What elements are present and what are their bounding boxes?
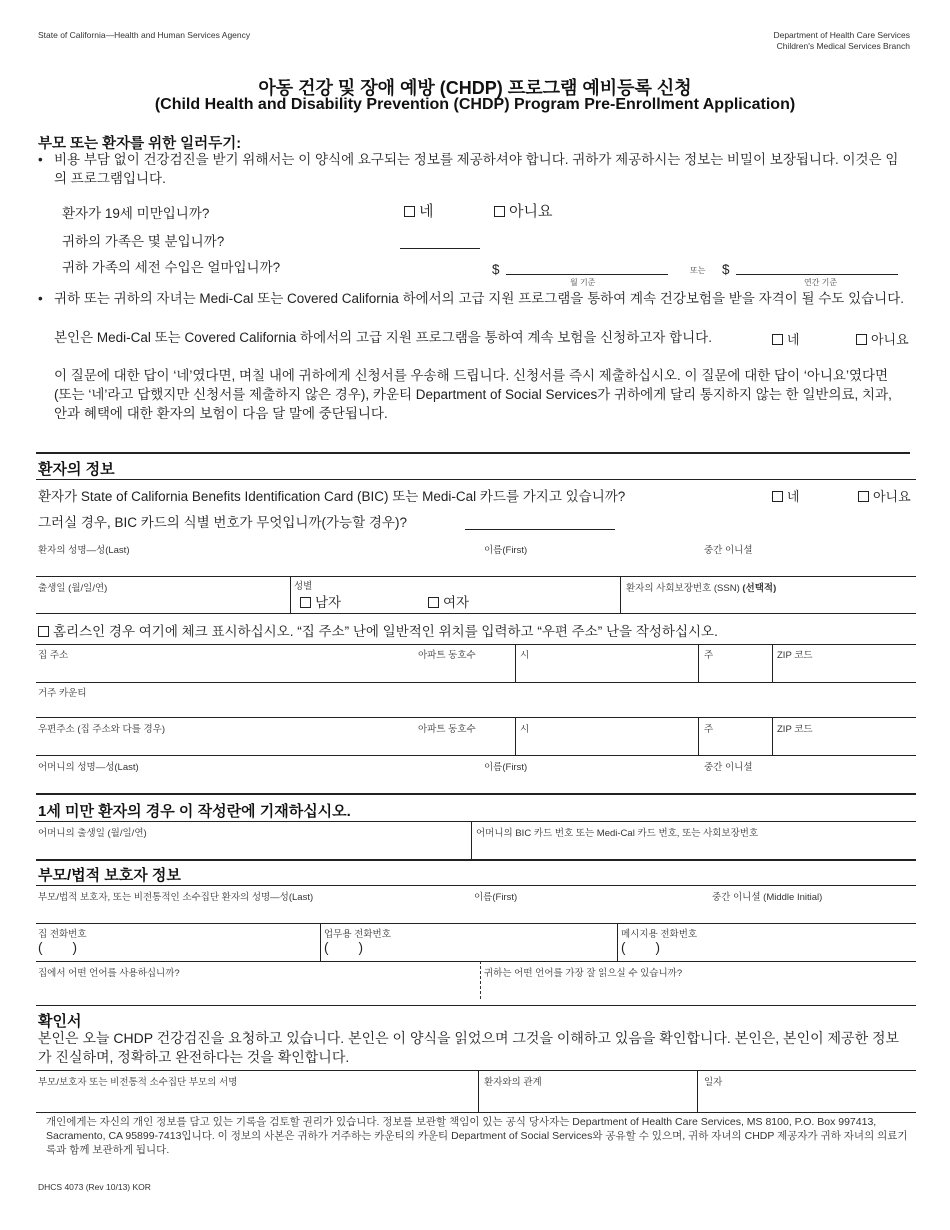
question-bic-card: 환자가 State of California Benefits Identification Card (BIC) 또는 Medi-Cal 카드를 가지고 있습니까? bbox=[38, 489, 626, 504]
mother-middle-initial-label: 중간 이니셜 bbox=[704, 762, 753, 773]
bic-no-label: 아니요 bbox=[873, 489, 911, 504]
homeless-option[interactable] bbox=[38, 622, 718, 641]
bic-no-option[interactable] bbox=[858, 487, 911, 506]
language-read-label: 귀하는 어떤 언어를 가장 잘 읽으실 수 있습니까? bbox=[484, 968, 683, 979]
mother-dob-label: 어머니의 출생일 (월/일/연) bbox=[38, 828, 147, 839]
divider bbox=[697, 1070, 698, 1112]
patient-ssn-label bbox=[626, 580, 776, 594]
question-apply-coverage: 본인은 Medi-Cal 또는 Covered California 하에서의 고급 지원 프로그램을 통하여 계속 보험을 신청하고자 합니다. bbox=[54, 330, 712, 345]
rule bbox=[36, 1112, 916, 1113]
mailing-address-label: 우편주소 (집 주소와 다를 경우) bbox=[38, 724, 166, 735]
rule bbox=[36, 923, 916, 924]
coverage-explanation: 이 질문에 대한 답이 ‘네’였다면, 며칠 내에 귀하에게 신청서를 우송해 드립니다. 신청서를 즉시 제출하십시오. 이 질문에 대한 답이 ‘아니요’였다면(또는 ‘네’라고 답했지만 신청서를 제출하지 않은 경우), 카운티 Department of Social Services가 귀하에게 달리 통지하지 않는 한 일반의료, 치과, 안과 혜택에 대한 환자의 보험이 다음 달 말에 중단됩니다. bbox=[54, 368, 892, 421]
divider bbox=[471, 821, 472, 859]
or-label: 또는 bbox=[690, 266, 706, 275]
under-19-no-option[interactable] bbox=[494, 202, 552, 221]
rule bbox=[36, 576, 916, 577]
rule bbox=[36, 682, 916, 683]
ssn-optional-note: (선택적) bbox=[742, 583, 777, 594]
homeless-instruction: 홈리스인 경우 여기에 체크 표시하십시오. “집 주소” 난에 일반적인 위치를 입력하고 “우편 주소” 난을 작성하십시오. bbox=[53, 624, 718, 639]
home-phone-field[interactable]: ( ) bbox=[38, 940, 77, 955]
patient-dob-label: 출생일 (월/일/연) bbox=[38, 583, 108, 594]
mailing-apt-label: 아파트 동호수 bbox=[418, 724, 476, 735]
apply-yes-checkbox[interactable] bbox=[772, 334, 783, 345]
yearly-label: 연간 기준 bbox=[804, 278, 838, 287]
divider bbox=[698, 644, 699, 682]
patient-section-rule bbox=[36, 452, 910, 454]
agency-name: State of California—Health and Human Services Agency bbox=[38, 30, 251, 40]
guardian-first-name-label: 이름(First) bbox=[474, 892, 518, 903]
notice-heading: 부모 또는 환자를 위한 일러두기: bbox=[38, 136, 242, 152]
guardian-last-name-label: 부모/법적 보호자, 또는 비전통적인 소수집단 환자의 성명—성(Last) bbox=[38, 892, 314, 903]
home-state-label: 주 bbox=[704, 650, 714, 661]
confirm-section-heading: 확인서 bbox=[38, 1013, 82, 1030]
sex-female-option[interactable] bbox=[428, 593, 469, 612]
form-title-korean: 아동 건강 및 장애 예방 (CHDP) 프로그램 예비등록 신청 bbox=[258, 78, 692, 98]
divider bbox=[772, 644, 773, 682]
divider bbox=[478, 1070, 479, 1112]
sex-male-option[interactable] bbox=[300, 593, 341, 612]
monthly-label: 월 기준 bbox=[570, 278, 596, 287]
bic-yes-option[interactable] bbox=[772, 487, 800, 506]
notice-bullet-2: • 귀하 또는 귀하의 자녀는 Medi-Cal 또는 Covered California 하에서의 고급 지원 프로그램을 통하여 계속 건강보험을 받을 자격이 될 수도 있습니다. bbox=[54, 289, 904, 308]
divider bbox=[620, 576, 621, 613]
sex-female-label: 여자 bbox=[443, 595, 470, 610]
divider bbox=[515, 644, 516, 682]
home-address-label: 집 주소 bbox=[38, 650, 69, 661]
apply-no-checkbox[interactable] bbox=[856, 334, 867, 345]
home-apt-label: 아파트 동호수 bbox=[418, 650, 476, 661]
language-home-label: 집에서 어떤 언어를 사용하십니까? bbox=[38, 968, 180, 979]
guardian-section-heading: 부모/법적 보호자 정보 bbox=[38, 867, 181, 884]
apply-yes-option[interactable] bbox=[772, 330, 800, 349]
mother-first-name-label: 이름(First) bbox=[484, 762, 528, 773]
homeless-checkbox[interactable] bbox=[38, 626, 49, 637]
rule bbox=[36, 755, 916, 756]
divider bbox=[290, 576, 291, 613]
question-bic-id: 그러실 경우, BIC 카드의 식별 번호가 무엇입니까(가능할 경우)? bbox=[38, 515, 407, 530]
sex-female-checkbox[interactable] bbox=[428, 597, 439, 608]
apply-yes-label: 네 bbox=[787, 332, 800, 347]
home-city-label: 시 bbox=[520, 650, 530, 661]
yearly-dollar-sign: $ bbox=[722, 262, 730, 277]
message-phone-label: 메시지용 전화번호 bbox=[621, 929, 698, 940]
mother-ids-label: 어머니의 BIC 카드 번호 또는 Medi-Cal 카드 번호, 또는 사회보장번호 bbox=[476, 828, 759, 839]
signature-label: 부모/보호자 또는 비전통적 소수집단 부모의 서명 bbox=[38, 1077, 238, 1088]
department-line-2: Children's Medical Services Branch bbox=[776, 41, 910, 51]
rule bbox=[36, 859, 916, 861]
bic-no-checkbox[interactable] bbox=[858, 491, 869, 502]
rule bbox=[36, 961, 916, 962]
infant-section-heading: 1세 미만 환자의 경우 이 작성란에 기재하십시오. bbox=[38, 803, 351, 820]
patient-middle-initial-label: 중간 이니셜 bbox=[704, 545, 753, 556]
patient-sex-label: 성별 bbox=[294, 581, 313, 592]
question-family-size: 귀하의 가족은 몇 분입니까? bbox=[62, 234, 225, 249]
apply-no-option[interactable] bbox=[856, 330, 909, 349]
under-19-yes-option[interactable] bbox=[404, 202, 434, 221]
department-line-1: Department of Health Care Services bbox=[773, 30, 910, 40]
notice-bullet-1: • 비용 부담 없이 건강검진을 받기 위해서는 이 양식에 요구되는 정보를 제공하셔야 합니다. 귀하가 제공하시는 정보는 비밀이 보장됩니다. 이것은 임의 프로그램입니다. bbox=[54, 150, 904, 188]
mailing-state-label: 주 bbox=[704, 724, 714, 735]
mother-last-name-label: 어머니의 성명—성(Last) bbox=[38, 762, 139, 773]
rule bbox=[36, 793, 916, 795]
patient-last-name-label: 환자의 성명—성(Last) bbox=[38, 545, 130, 556]
monthly-income-field[interactable] bbox=[506, 274, 668, 275]
divider bbox=[515, 717, 516, 755]
monthly-dollar-sign: $ bbox=[492, 262, 500, 277]
ssn-label-text: 환자의 사회보장번호 (SSN) bbox=[626, 583, 740, 594]
apply-no-label: 아니요 bbox=[871, 332, 909, 347]
form-title-english: (Child Health and Disability Prevention (CHDP) Program Pre-Enrollment Application) bbox=[154, 96, 796, 113]
divider bbox=[617, 923, 618, 961]
question-income: 귀하 가족의 세전 수입은 얼마입니까? bbox=[62, 260, 281, 275]
rule bbox=[36, 885, 916, 886]
sex-male-checkbox[interactable] bbox=[300, 597, 311, 608]
bic-id-field[interactable] bbox=[465, 529, 615, 530]
rule bbox=[36, 1070, 916, 1071]
divider bbox=[698, 717, 699, 755]
mailing-city-label: 시 bbox=[520, 724, 530, 735]
home-phone-label: 집 전화번호 bbox=[38, 929, 87, 940]
divider bbox=[772, 717, 773, 755]
question-under-19: 환자가 19세 미만입니까? bbox=[62, 206, 210, 221]
under-19-no-label: 아니요 bbox=[509, 203, 553, 220]
divider bbox=[320, 923, 321, 961]
work-phone-label: 업무용 전화번호 bbox=[324, 929, 391, 940]
mailing-zip-label: ZIP 코드 bbox=[777, 724, 813, 735]
patient-section-heading: 환자의 정보 bbox=[38, 461, 115, 478]
yearly-income-field[interactable] bbox=[736, 274, 898, 275]
rule bbox=[36, 613, 916, 614]
rule bbox=[36, 644, 916, 645]
department-block bbox=[773, 30, 910, 52]
confirm-statement: 본인은 오늘 CHDP 건강검진을 요청하고 있습니다. 본인은 이 양식을 읽었으며 그것을 이해하고 있음을 확인합니다. 본인은, 본인이 제공한 정보가 진실하며, 정확하고 완전하다는 것을 확인합니다. bbox=[38, 1030, 900, 1065]
patient-heading-underline bbox=[36, 479, 916, 480]
bic-yes-label: 네 bbox=[787, 489, 800, 504]
under-19-yes-label: 네 bbox=[419, 203, 434, 220]
bic-yes-checkbox[interactable] bbox=[772, 491, 783, 502]
patient-first-name-label: 이름(First) bbox=[484, 545, 528, 556]
under-19-yes-checkbox[interactable] bbox=[404, 206, 415, 217]
under-19-no-checkbox[interactable] bbox=[494, 206, 505, 217]
work-phone-field[interactable]: ( ) bbox=[324, 940, 363, 955]
county-label: 거주 카운티 bbox=[38, 688, 87, 699]
rule bbox=[36, 1005, 916, 1006]
message-phone-field[interactable]: ( ) bbox=[621, 940, 660, 955]
rule bbox=[36, 821, 916, 822]
sex-male-label: 남자 bbox=[315, 595, 342, 610]
home-zip-label: ZIP 코드 bbox=[777, 650, 813, 661]
family-size-field[interactable] bbox=[400, 248, 480, 249]
date-label: 일자 bbox=[704, 1077, 723, 1088]
form-id: DHCS 4073 (Rev 10/13) KOR bbox=[38, 1182, 151, 1192]
rule bbox=[36, 717, 916, 718]
privacy-notice: 개인에게는 자신의 개인 정보를 담고 있는 기록을 검토할 권리가 있습니다. 정보를 보관할 책임이 있는 공식 당사자는 Department of Health Care Services, MS 8100, P.O. Box 997413, Sacramento, CA 95899-7413입니다. 이 정보의 사본은 귀하가 거주하는 카운티의 카운티 Department of Social Services와 공유할 수 있으며, 귀하 자녀의 CHDP 제공자가 귀하 자녀의 의료기록과 함께 보관하게 됩니다. bbox=[46, 1116, 908, 1156]
dashed-divider bbox=[480, 961, 481, 999]
relationship-label: 환자와의 관계 bbox=[484, 1077, 542, 1088]
guardian-middle-initial-label: 중간 이니셜 (Middle Initial) bbox=[712, 892, 823, 903]
